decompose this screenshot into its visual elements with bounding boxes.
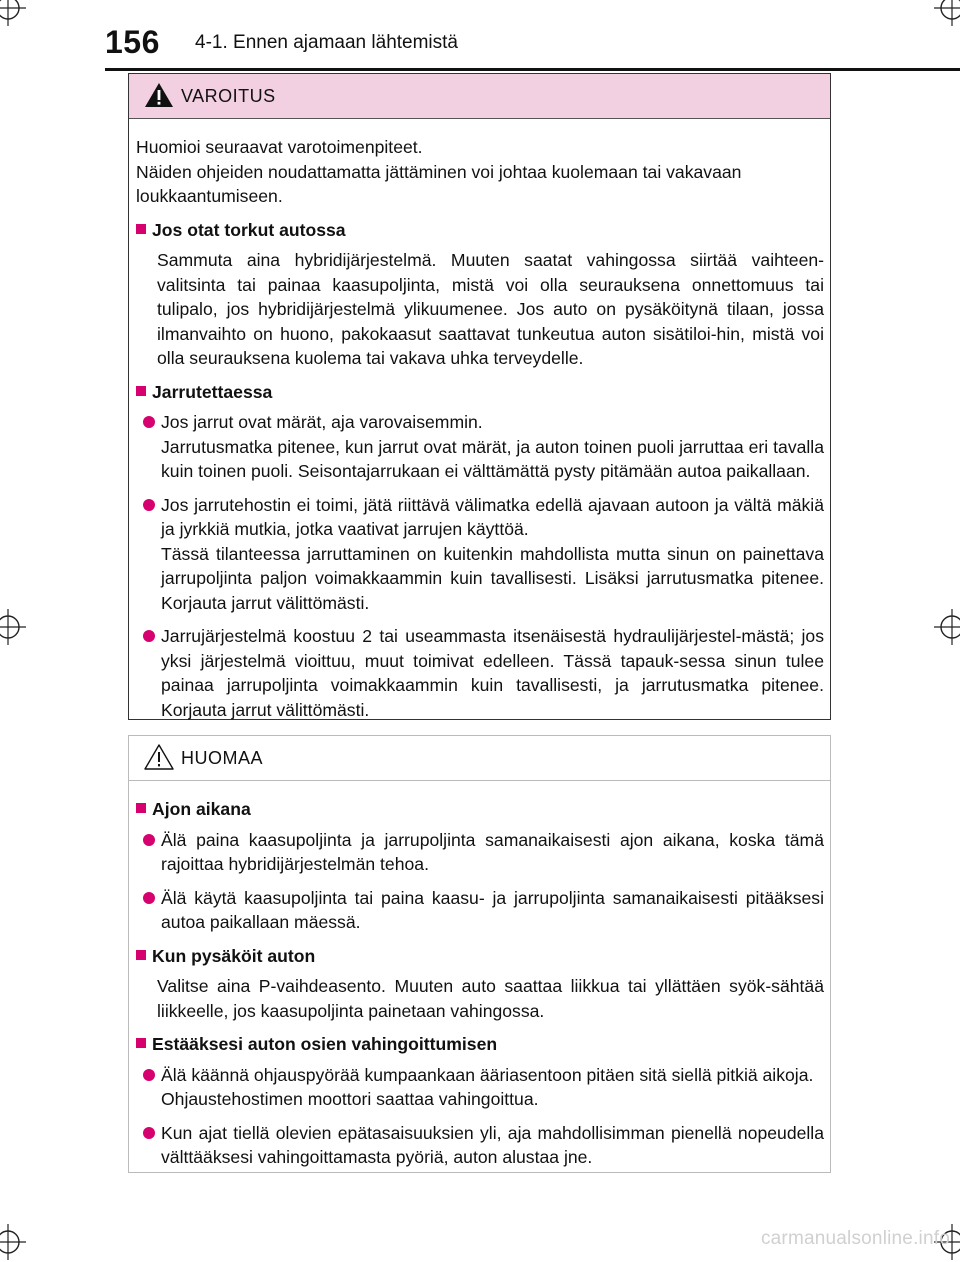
section-heading: [136, 944, 824, 969]
heading-text: Ajon aikana: [152, 799, 251, 819]
warning-header: [129, 74, 830, 119]
square-bullet-icon: [136, 950, 146, 960]
list-item: [136, 828, 824, 877]
list-item-text: Älä paina kaasupoljinta ja jarrupoljinta samanaikaisesti ajon aikana, koska tämä rajoittaa hybridijärjestelmän tehoa.: [161, 829, 824, 874]
circle-bullet-icon: [143, 416, 155, 428]
list-item-text: Älä käytä kaasupoljinta tai paina kaasu- ja jarrupoljinta samanaikaisesti pitääksesi autoa paikallaan mäessä.: [161, 887, 824, 932]
page-number: 156: [105, 24, 160, 60]
section-heading: [136, 1032, 824, 1057]
list-item: [136, 493, 824, 616]
circle-bullet-icon: [143, 1127, 155, 1139]
section-title: 4-1. Ennen ajamaan lähtemistä: [195, 32, 458, 53]
registration-mark-icon: [0, 607, 28, 647]
list-item-text: Kun ajat tiellä olevien epätasaisuuksien yli, aja mahdollisimman pienellä nopeudella välttääksesi vahingoittamasta pyöriä, auton alustaa jne.: [161, 1122, 824, 1167]
square-bullet-icon: [136, 1038, 146, 1048]
page-header: [105, 22, 960, 62]
registration-mark-icon: [0, 1222, 28, 1262]
warning-intro: Huomioi seuraavat varotoimenpiteet. Näiden ohjeiden noudattamatta jättäminen voi johtaa kuolemaan tai vakavaan loukkaantumiseen.: [136, 137, 742, 206]
header-rule: [105, 68, 960, 71]
watermark: carmanualsonline.info: [760, 1228, 950, 1249]
heading-text: Jos otat torkut autossa: [152, 219, 346, 240]
list-item: [136, 886, 824, 935]
square-bullet-icon: [136, 803, 146, 813]
caution-triangle-icon: [143, 743, 175, 771]
list-item: [136, 624, 824, 722]
circle-bullet-icon: [143, 1069, 155, 1081]
heading-text: Estääksesi auton osien vahingoittumisen: [152, 1034, 498, 1054]
notice-label: HUOMAA: [181, 748, 264, 768]
warning-label: VAROITUS: [181, 86, 276, 106]
section-heading: [136, 218, 824, 243]
list-item-text: Jarrujärjestelmä koostuu 2 tai useammasta itsenäisestä hydraulijärjestel-mästä; jos yksi järjestelmä vioittuu, muut toimivat edelleen. Tässä tapauk-sessa sinun tulee painaa jarrupoljinta voimakkaammin kuin tavallisesti, ja jarrutusmatka pitenee. Korjauta jarrut välittömästi.: [161, 626, 824, 720]
list-item: [136, 410, 824, 484]
notice-header: [129, 736, 830, 781]
list-item-text: Jos jarrut ovat märät, aja varovaisemmin. Jarrutusmatka pitenee, kun jarrut ovat märät, ja auton toinen puoli jarruttaa eri tavalla kuin toinen puoli. Seisontajarrukaan ei välttämättä pysty pitämään autoa paikallaan.: [161, 412, 824, 481]
warning-box: [128, 73, 831, 720]
circle-bullet-icon: [143, 834, 155, 846]
square-bullet-icon: [136, 386, 146, 396]
notice-body: [129, 781, 830, 1170]
section-paragraph: Sammuta aina hybridijärjestelmä. Muuten saatat vahingossa siirtää vaihteen-valitsinta tai painaa kaasupoljinta, mistä voi olla seurauksena onnettomuus tai tulipalo, jos hybridijärjestelmä ylikuumenee. Jos auto on pysäköitynä tilaan, jossa ilmanvaihto on huono, pakokaasut saattavat tunkeutua auton sisätiloi-hin, mistä voi olla seurauksena kuolema tai vakava uhka terveydelle.: [157, 250, 824, 368]
registration-mark-icon: [0, 0, 28, 28]
section-paragraph: Valitse aina P-vaihdeasento. Muuten auto saattaa liikkua tai yllättäen syök-sähtää liikkeelle, jos kaasupoljinta painetaan vahingossa.: [157, 976, 824, 1021]
list-item-text: Jos jarrutehostin ei toimi, jätä riittävä välimatka edellä ajavaan autoon ja vältä mäkiä ja jyrkkiä mutkia, jotka vaativat jarrujen käyttöä. Tässä tilanteessa jarruttaminen on kuitenkin mahdollista mutta sinun on painettava jarrupoljinta paljon voimakkaammin kuin tavallisesti. Lisäksi jarrutusmatka pitenee. Korjauta jarrut välittömästi.: [161, 494, 824, 613]
square-bullet-icon: [136, 224, 146, 234]
circle-bullet-icon: [143, 892, 155, 904]
section-heading: [136, 797, 824, 822]
circle-bullet-icon: [143, 499, 155, 511]
notice-box: [128, 735, 831, 1173]
list-item-text: Älä käännä ohjauspyörää kumpaankaan ääriasentoon pitäen sitä siellä pitkiä aikoja. Ohjaustehostimen moottori saattaa vahingoittua.: [161, 1064, 814, 1109]
registration-mark-icon: [932, 607, 960, 647]
heading-text: Kun pysäköit auton: [152, 945, 316, 966]
list-item: [136, 1063, 824, 1112]
heading-text: Jarrutettaessa: [152, 381, 273, 402]
warning-triangle-icon: [143, 81, 175, 109]
list-item: [136, 1121, 824, 1170]
warning-body: [129, 119, 830, 722]
circle-bullet-icon: [143, 630, 155, 642]
section-heading: [136, 380, 824, 405]
